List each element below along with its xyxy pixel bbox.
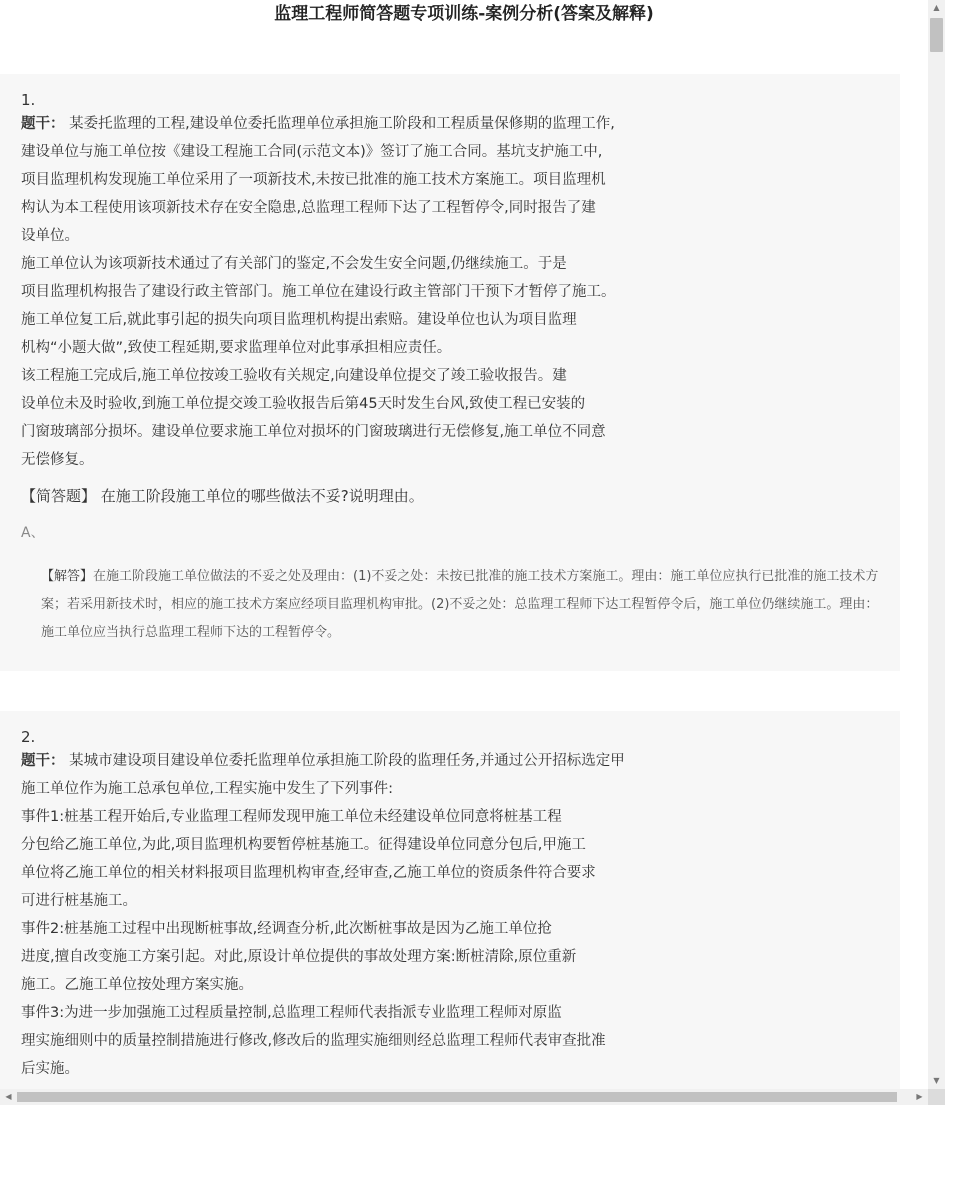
stem-line: 可进行桩基施工。 [21,893,137,909]
stem-line: 施工单位认为该项新技术通过了有关部门的鉴定,不会发生安全问题,仍继续施工。于是 [21,256,567,272]
stem-line: 单位将乙施工单位的相关材料报项目监理机构审查,经审查,乙施工单位的资质条件符合要求 [21,865,596,881]
scroll-right-icon[interactable]: ▶ [916,1092,923,1101]
stem-line: 分包给乙施工单位,为此,项目监理机构要暂停桩基施工。征得建设单位同意分包后,甲施工 [21,837,586,853]
stem-line: 进度,擅自改变施工方案引起。对此,原设计单位提供的事故处理方案:断桩清除,原位重新 [21,949,577,965]
stem-line: 构认为本工程使用该项新技术存在安全隐患,总监理工程师下达了工程暂停令,同时报告了建 [21,200,596,216]
question-card [0,74,900,671]
page-title: 监理工程师简答题专项训练-案例分析(答案及解释) [274,4,654,24]
scroll-down-icon[interactable]: ▼ [933,1076,940,1085]
stem-line: 项目监理机构发现施工单位采用了一项新技术,未按已批准的施工技术方案施工。项目监理机 [21,172,606,188]
stem-line: 施工。乙施工单位按处理方案实施。 [21,977,253,993]
scroll-up-icon[interactable]: ▲ [933,3,940,12]
stem-line [21,747,879,775]
stem-line: 后实施。 [21,1061,79,1077]
question-stem [21,110,879,474]
scroll-left-icon[interactable]: ◀ [5,1092,12,1101]
stem-label: 题干： [21,753,65,769]
stem-line: 该工程施工完成后,施工单位按竣工验收有关规定,向建设单位提交了竣工验收报告。建 [21,368,567,384]
answer-text: 在施工阶段施工单位做法的不妥之处及理由：(1)不妥之处：未按已批准的施工技术方案施工。理由：施工单位应执行已批准的施工技术方案；若采用新技术时，相应的施工技术方案应经项目监理机构审批。(2)不妥之处：总监理工程师下达工程暂停令后，施工单位仍继续施工。理由：施工单位应当执行总监理工程师下达的工程暂停令。 [41,569,879,640]
stem-line: 事件3:为进一步加强施工过程质量控制,总监理工程师代表指派专业监理工程师对原监 [21,1005,562,1021]
stem-line: 理实施细则中的质量控制措施进行修改,修改后的监理实施细则经总监理工程师代表审查批准 [21,1033,606,1049]
stem-label: 题干： [21,116,65,132]
stem-line: 设单位未及时验收,到施工单位提交竣工验收报告后第45天时发生台风,致使工程已安装的 [21,396,586,412]
stem-line: 事件1:桩基工程开始后,专业监理工程师发现甲施工单位未经建设单位同意将桩基工程 [21,809,562,825]
question-number: 1. [21,91,36,109]
question-number: 2. [21,728,36,746]
stem-line: 事件2:桩基施工过程中出现断桩事故,经调查分析,此次断桩事故是因为乙施工单位抢 [21,921,552,937]
vertical-scroll-thumb[interactable] [930,18,943,52]
stem-text: 某城市建设项目建设单位委托监理单位承担施工阶段的监理任务,并通过公开招标选定甲 [69,753,625,769]
question-stem [21,747,879,1083]
answer-explanation [41,563,881,647]
horizontal-scroll-thumb[interactable] [17,1092,897,1102]
stem-line: 门窗玻璃部分损坏。建设单位要求施工单位对损坏的门窗玻璃进行无偿修复,施工单位不同意 [21,424,606,440]
horizontal-scrollbar[interactable] [0,1089,928,1105]
stem-line [21,110,879,138]
stem-line: 项目监理机构报告了建设行政主管部门。施工单位在建设行政主管部门干预下才暂停了施工。 [21,284,616,300]
answer-option[interactable]: A、 [21,525,45,541]
short-answer-question: 【简答题】 在施工阶段施工单位的哪些做法不妥?说明理由。 [21,487,424,505]
stem-line: 施工单位复工后,就此事引起的损失向项目监理机构提出索赔。建设单位也认为项目监理 [21,312,577,328]
vertical-scrollbar[interactable] [928,0,945,1089]
stem-line: 设单位。 [21,228,79,244]
answer-label: 【解答】 [41,569,94,584]
stem-line: 建设单位与施工单位按《建设工程施工合同(示范文本)》签订了施工合同。基坑支护施工中, [21,144,603,160]
stem-line: 施工单位作为施工总承包单位,工程实施中发生了下列事件: [21,781,393,797]
stem-text: 某委托监理的工程,建设单位委托监理单位承担施工阶段和工程质量保修期的监理工作, [69,116,615,132]
stem-line: 机构“小题大做”,致使工程延期,要求监理单位对此事承担相应责任。 [21,340,452,356]
question-card [0,711,900,1089]
scrollbar-corner [928,1089,945,1105]
stem-line: 无偿修复。 [21,452,94,468]
